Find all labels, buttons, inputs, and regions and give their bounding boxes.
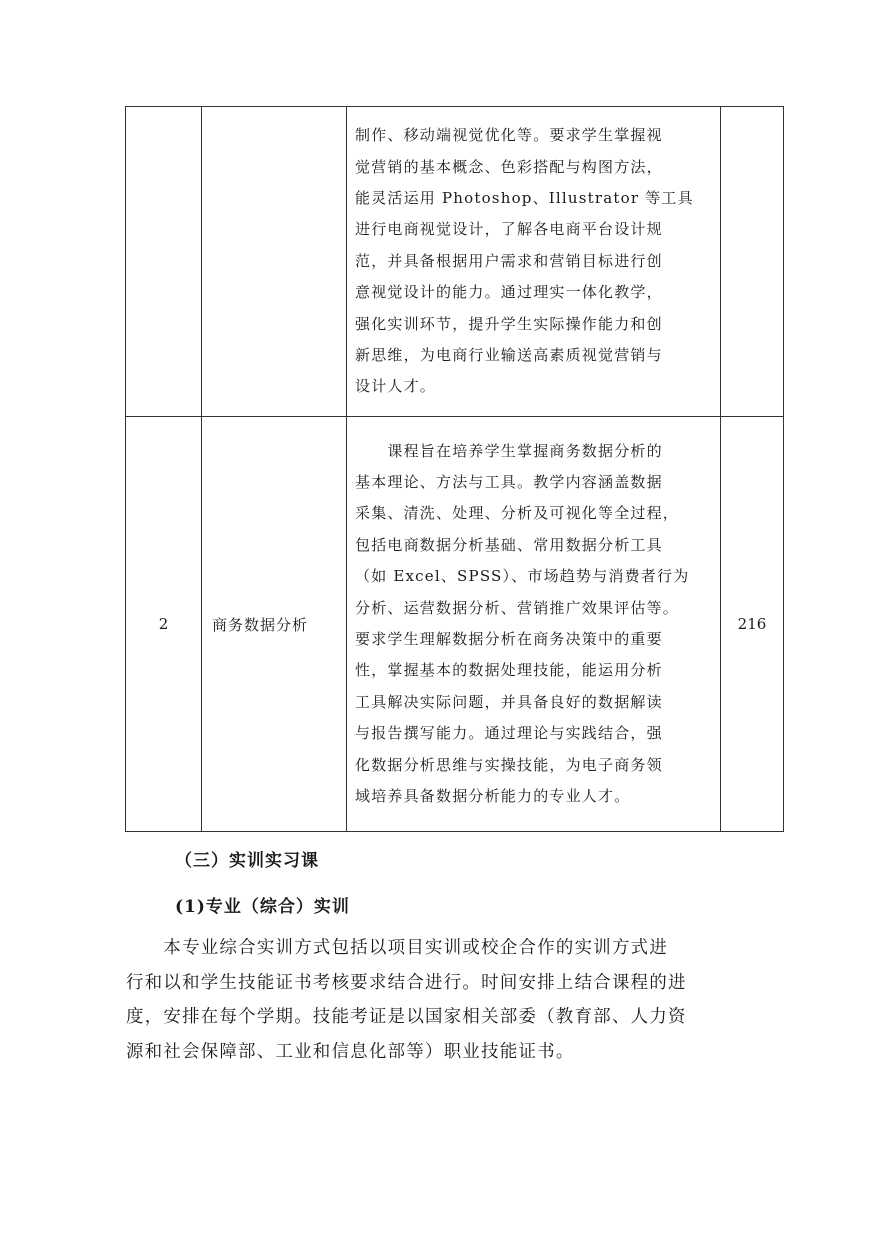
- course-hours: 216: [721, 417, 784, 832]
- body-paragraph: [126, 931, 758, 1070]
- row-number: 2: [126, 417, 202, 832]
- course-description: [347, 107, 721, 417]
- description-line: 要求学生理解数据分析在商务决策中的重要: [355, 630, 663, 648]
- course-hours: [721, 107, 784, 417]
- description-line: 新思维，为电商行业输送高素质视觉营销与: [355, 346, 663, 365]
- section-heading: （三）实训实习课: [175, 851, 319, 871]
- description-line: 课程旨在培养学生掌握商务数据分析的: [355, 441, 663, 460]
- description-line: （如 Excel、SPSS）、市场趋势与消费者行为: [355, 567, 690, 586]
- description-line: 性，掌握基本的数据处理技能，能运用分析: [355, 661, 663, 680]
- description-line: 基本理论、方法与工具。教学内容涵盖数据: [355, 472, 663, 491]
- description-line: 设计人才。: [355, 377, 437, 396]
- description-line: 化数据分析思维与实操技能，为电子商务领: [355, 755, 663, 774]
- description-line: 范，并具备根据用户需求和营销目标进行创: [355, 251, 663, 270]
- table-row: [126, 417, 784, 832]
- paragraph-line: 度，安排在每个学期。技能考证是以国家相关部委（教育部、人力资: [126, 1007, 687, 1028]
- row-number: [126, 107, 202, 417]
- course-description: [347, 417, 721, 832]
- course-name: 商务数据分析: [202, 417, 347, 832]
- description-line: 强化实训环节，提升学生实际操作能力和创: [355, 314, 663, 333]
- description-line: 能灵活运用 Photoshop、Illustrator 等工具: [355, 188, 694, 207]
- description-line: 觉营销的基本概念、色彩搭配与构图方法，: [355, 157, 663, 176]
- description-line: 意视觉设计的能力。通过理实一体化教学，: [355, 283, 663, 302]
- paragraph-line: 源和社会保障部、工业和信息化部等）职业技能证书。: [126, 1042, 575, 1063]
- description-line: 域培养具备数据分析能力的专业人才。: [355, 787, 631, 806]
- table-row: [126, 107, 784, 417]
- description-line: 分析、运营数据分析、营销推广效果评估等。: [355, 598, 680, 617]
- description-line: 进行电商视觉设计，了解各电商平台设计规: [355, 220, 663, 239]
- course-table: [125, 106, 784, 832]
- description-line: 工具解决实际问题，并具备良好的数据解读: [355, 692, 663, 711]
- subsection-heading: (1)专业（综合）实训: [175, 897, 350, 917]
- description-line: 与报告撰写能力。通过理论与实践结合，强: [355, 724, 663, 743]
- paragraph-line: 行和以和学生技能证书考核要求结合进行。时间安排上结合课程的进: [126, 972, 687, 993]
- description-line: 包括电商数据分析基础、常用数据分析工具: [355, 535, 663, 554]
- description-line: 采集、清洗、处理、分析及可视化等全过程，: [355, 504, 680, 523]
- paragraph-line: 本专业综合实训方式包括以项目实训或校企合作的实训方式进: [126, 938, 669, 958]
- course-name: [202, 107, 347, 417]
- description-line: 制作、移动端视觉优化等。要求学生掌握视: [355, 126, 663, 145]
